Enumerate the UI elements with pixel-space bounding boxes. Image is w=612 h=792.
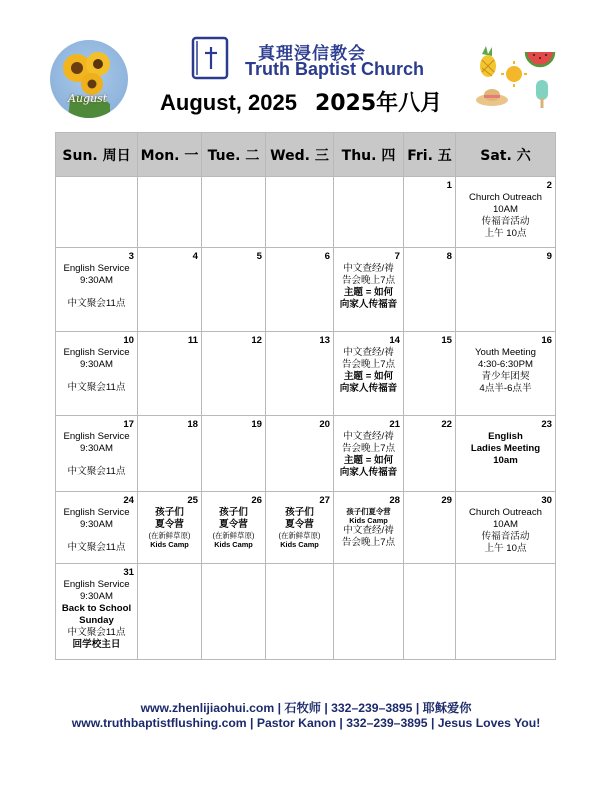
empty-day-cell bbox=[202, 177, 266, 248]
event-line: 中文聚会11点 bbox=[67, 298, 126, 309]
day-cell bbox=[266, 416, 334, 492]
weekday-fri: Fri. 五 bbox=[404, 133, 456, 177]
day-cell bbox=[456, 177, 556, 248]
day-cell bbox=[202, 332, 266, 416]
event-line: 夏令营 bbox=[219, 519, 248, 530]
event-line: 4点半-6点半 bbox=[479, 383, 532, 394]
week-row bbox=[56, 332, 556, 416]
weekday-sun: Sun. 周日 bbox=[56, 133, 138, 177]
day-cell bbox=[404, 332, 456, 416]
empty-day-cell bbox=[138, 564, 202, 660]
empty-day-cell bbox=[138, 177, 202, 248]
event-line: 回学校主日 bbox=[72, 639, 121, 650]
event-line: 主题 = 如何 bbox=[343, 371, 394, 382]
day-number: 24 bbox=[123, 495, 134, 506]
event-line: 向家人传福音 bbox=[339, 383, 398, 394]
day-number: 10 bbox=[123, 335, 134, 346]
event-line: Church Outreach bbox=[468, 507, 543, 518]
event-line: Sunday bbox=[79, 615, 114, 626]
event-line: Kids Camp bbox=[280, 540, 319, 549]
day-cell bbox=[404, 492, 456, 564]
event-line: 告会晚上7点 bbox=[341, 443, 396, 454]
event-line: English Service bbox=[63, 507, 130, 518]
event-line: English Service bbox=[63, 431, 130, 442]
event-line: 夏令营 bbox=[155, 519, 184, 530]
day-cell bbox=[56, 492, 138, 564]
event-line: 10AM bbox=[492, 204, 519, 215]
logo-text: August bbox=[68, 92, 108, 105]
event-line: 青少年团契 bbox=[481, 371, 530, 382]
summer-illustration-icon bbox=[474, 44, 558, 114]
empty-day-cell bbox=[202, 564, 266, 660]
event-line: Kids Camp bbox=[150, 540, 189, 549]
day-number: 1 bbox=[446, 180, 452, 191]
day-number: 25 bbox=[187, 495, 198, 506]
day-number: 19 bbox=[251, 419, 262, 430]
day-number: 8 bbox=[446, 251, 452, 262]
day-number: 27 bbox=[319, 495, 330, 506]
month-title bbox=[160, 86, 442, 117]
event-line: 上午 10点 bbox=[484, 228, 527, 239]
day-cell bbox=[138, 492, 202, 564]
day-number: 15 bbox=[441, 335, 452, 346]
church-title bbox=[190, 36, 430, 82]
empty-day-cell bbox=[456, 564, 556, 660]
event-line: Youth Meeting bbox=[475, 347, 536, 358]
sunflower-logo bbox=[50, 40, 128, 118]
day-number: 29 bbox=[441, 495, 452, 506]
empty-day-cell bbox=[56, 177, 138, 248]
footer-chinese-contact: www.zhenlijiaohui.com | 石牧师 | 332–239–3895 | 耶稣爱你 bbox=[140, 701, 472, 715]
day-cell bbox=[334, 332, 404, 416]
day-cell bbox=[266, 332, 334, 416]
event-line: 向家人传福音 bbox=[339, 299, 398, 310]
bible-icon bbox=[190, 36, 230, 80]
event-line: English Service bbox=[63, 347, 130, 358]
event-line: 中文查经/祷 bbox=[343, 525, 394, 536]
day-cell bbox=[456, 332, 556, 416]
day-number: 7 bbox=[394, 251, 400, 262]
event-line: 中文查经/祷 bbox=[343, 347, 394, 358]
day-number: 22 bbox=[441, 419, 452, 430]
week-row bbox=[56, 564, 556, 660]
event-line: Kids Camp bbox=[214, 540, 253, 549]
footer-english-contact: www.truthbaptistflushing.com | Pastor Kanon | 332–239–3895 | Jesus Loves You! bbox=[71, 716, 541, 730]
event-line: Ladies Meeting bbox=[470, 443, 541, 454]
weekday-wed: Wed. 三 bbox=[266, 133, 334, 177]
church-name-english: Truth Baptist Church bbox=[245, 59, 424, 79]
week-row bbox=[56, 416, 556, 492]
event-line: 传福音活动 bbox=[481, 531, 530, 542]
week-row bbox=[56, 492, 556, 564]
sunflower-icon bbox=[50, 40, 128, 118]
day-cell bbox=[266, 248, 334, 332]
day-number: 11 bbox=[187, 335, 198, 346]
event-line: 孩子们 bbox=[155, 507, 184, 518]
event-line: Kids Camp bbox=[349, 516, 388, 525]
weekday-thu: Thu. 四 bbox=[334, 133, 404, 177]
event-line: 9:30AM bbox=[79, 359, 114, 370]
event-line: 告会晚上7点 bbox=[341, 359, 396, 370]
day-number: 14 bbox=[389, 335, 400, 346]
church-name-chinese: 真理浸信教会 bbox=[258, 44, 366, 64]
day-cell bbox=[202, 248, 266, 332]
day-number: 3 bbox=[128, 251, 134, 262]
month-title-english: August, 2025 bbox=[160, 90, 297, 115]
day-cell bbox=[138, 332, 202, 416]
event-line: 夏令营 bbox=[285, 519, 314, 530]
event-line: 主题 = 如何 bbox=[343, 287, 394, 298]
day-cell bbox=[138, 248, 202, 332]
day-cell bbox=[404, 416, 456, 492]
day-cell bbox=[334, 248, 404, 332]
day-number: 21 bbox=[389, 419, 400, 430]
day-cell bbox=[334, 492, 404, 564]
event-line: 4:30-6:30PM bbox=[478, 359, 533, 370]
day-cell bbox=[202, 492, 266, 564]
empty-day-cell bbox=[404, 564, 456, 660]
event-line: (在新鲜草原) bbox=[278, 531, 321, 540]
event-line: Back to School bbox=[61, 603, 132, 614]
weekday-mon: Mon. 一 bbox=[138, 133, 202, 177]
weekday-tue: Tue. 二 bbox=[202, 133, 266, 177]
week-row bbox=[56, 248, 556, 332]
event-line: 向家人传福音 bbox=[339, 467, 398, 478]
event-line: 孩子们夏令营 bbox=[346, 507, 391, 516]
day-number: 18 bbox=[187, 419, 198, 430]
day-number: 20 bbox=[319, 419, 330, 430]
day-number: 31 bbox=[123, 567, 134, 578]
day-cell bbox=[334, 416, 404, 492]
event-line: English Service bbox=[63, 579, 130, 590]
day-number: 26 bbox=[251, 495, 262, 506]
empty-day-cell bbox=[334, 177, 404, 248]
day-number: 4 bbox=[192, 251, 198, 262]
event-line: English Service bbox=[63, 263, 130, 274]
day-number: 23 bbox=[541, 419, 552, 430]
day-number: 30 bbox=[541, 495, 552, 506]
event-line: 中文聚会11点 bbox=[67, 382, 126, 393]
event-line: 9:30AM bbox=[79, 591, 114, 602]
day-number: 17 bbox=[123, 419, 134, 430]
day-number: 5 bbox=[256, 251, 262, 262]
event-line: 9:30AM bbox=[79, 275, 114, 286]
day-cell bbox=[456, 248, 556, 332]
empty-day-cell bbox=[266, 564, 334, 660]
event-line: 上午 10点 bbox=[484, 543, 527, 554]
day-number: 9 bbox=[546, 251, 552, 262]
calendar-grid bbox=[55, 132, 556, 660]
event-line: Church Outreach bbox=[468, 192, 543, 203]
day-cell bbox=[266, 492, 334, 564]
day-number: 16 bbox=[541, 335, 552, 346]
month-title-chinese: 2025年八月 bbox=[314, 91, 443, 116]
day-cell bbox=[56, 564, 138, 660]
event-line: 中文聚会11点 bbox=[67, 627, 126, 638]
event-line: English bbox=[488, 431, 523, 442]
empty-day-cell bbox=[266, 177, 334, 248]
day-number: 28 bbox=[389, 495, 400, 506]
day-cell bbox=[404, 248, 456, 332]
event-line: 告会晚上7点 bbox=[341, 275, 396, 286]
event-line: 中文查经/祷 bbox=[343, 431, 394, 442]
event-line: 主题 = 如何 bbox=[343, 455, 394, 466]
day-cell bbox=[56, 332, 138, 416]
event-line: 中文聚会11点 bbox=[67, 542, 126, 553]
day-cell bbox=[404, 177, 456, 248]
day-number: 2 bbox=[546, 180, 552, 191]
day-cell bbox=[456, 416, 556, 492]
event-line: 中文查经/祷 bbox=[343, 263, 394, 274]
day-cell bbox=[138, 416, 202, 492]
event-line: (在新鲜草原) bbox=[212, 531, 255, 540]
event-line: 传福音活动 bbox=[481, 216, 530, 227]
event-line: 10am bbox=[493, 455, 518, 466]
event-line: (在新鲜草原) bbox=[148, 531, 191, 540]
day-number: 13 bbox=[319, 335, 330, 346]
event-line: 告会晚上7点 bbox=[341, 537, 396, 548]
event-line: 9:30AM bbox=[79, 443, 114, 454]
event-line: 孩子们 bbox=[219, 507, 248, 518]
week-row bbox=[56, 177, 556, 248]
day-number: 6 bbox=[324, 251, 330, 262]
day-cell bbox=[456, 492, 556, 564]
event-line: 中文聚会11点 bbox=[67, 466, 126, 477]
empty-day-cell bbox=[334, 564, 404, 660]
day-cell bbox=[56, 416, 138, 492]
event-line: 9:30AM bbox=[79, 519, 114, 530]
event-line: 孩子们 bbox=[285, 507, 314, 518]
day-cell bbox=[56, 248, 138, 332]
day-number: 12 bbox=[251, 335, 262, 346]
event-line: 10AM bbox=[492, 519, 519, 530]
day-cell bbox=[202, 416, 266, 492]
weekday-header-row bbox=[56, 133, 556, 177]
weekday-sat: Sat. 六 bbox=[456, 133, 556, 177]
